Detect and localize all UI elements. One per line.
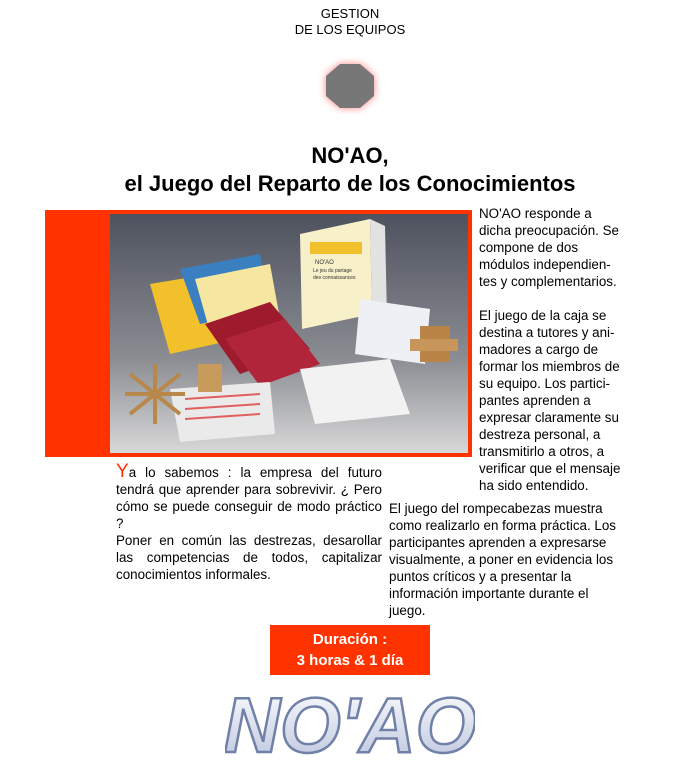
text-line: puntos críticos y a presentar la xyxy=(389,569,572,584)
text-line: ha sido entendido. xyxy=(479,478,589,493)
product-photo xyxy=(110,214,468,453)
text-line: expresar claramente su xyxy=(479,410,619,425)
octagon-icon xyxy=(318,58,382,114)
right-paragraph-2 xyxy=(479,307,659,494)
duration-box xyxy=(270,625,430,675)
right-column xyxy=(479,205,659,494)
section-header-line1: GESTION xyxy=(320,6,380,21)
noao-logo xyxy=(225,680,475,762)
center-paragraph xyxy=(389,500,645,619)
text-line: compone de dos xyxy=(479,240,579,255)
text-line: como realizarlo en forma práctica. Los xyxy=(389,518,616,533)
logo-text: NO'AO xyxy=(225,681,475,762)
text-line: tes y complementarios. xyxy=(479,274,617,289)
text-line: NO'AO responde a xyxy=(479,206,592,221)
section-header-line2: DE LOS EQUIPOS xyxy=(294,22,406,37)
box-label-3: des connaissances xyxy=(313,275,356,281)
text-line: dicha preocupación. Se xyxy=(479,223,619,238)
text-line: módulos independien- xyxy=(479,257,611,272)
text-line: su equipo. Los partici- xyxy=(479,376,611,391)
left-paragraph-2: Poner en común las destrezas, desarollar las competencias de todos, capitalizar conocimientos informales. xyxy=(116,533,382,582)
left-column xyxy=(116,463,382,583)
page-title-line1: NO'AO, xyxy=(311,143,389,168)
text-line: El juego de la caja se xyxy=(479,308,607,323)
text-line: participantes aprenden a expresarse xyxy=(389,535,607,550)
text-line: transmitirlo a otros, a xyxy=(479,444,605,459)
duration-label: Duración : xyxy=(312,631,388,648)
text-line: El juego del rompecabezas muestra xyxy=(389,501,603,516)
text-line: juego. xyxy=(389,603,426,618)
text-line: verificar que el mensaje xyxy=(479,461,621,476)
text-line: formar los miembros de xyxy=(479,359,620,374)
duration-value: 3 horas & 1 día xyxy=(296,652,404,669)
page-title xyxy=(40,142,660,198)
text-line: visualmente, a poner en evidencia los xyxy=(389,552,614,567)
text-line: destreza personal, a xyxy=(479,427,601,442)
left-paragraph-1-text: a lo sabemos : la empresa del futuro tendrá que aprender para sobrevivir. ¿ Pero cómo se puede conseguir de modo práctico ? xyxy=(116,465,382,531)
box-label-1: NO'AO xyxy=(315,260,334,266)
page-title-line2: el Juego del Reparto de los Conocimientos xyxy=(124,171,576,196)
left-paragraph-1 xyxy=(116,463,382,532)
text-line: destina a tutores y ani- xyxy=(479,325,615,340)
text-line: información importante durante el xyxy=(389,586,589,601)
section-header xyxy=(250,6,450,38)
text-line: madores a cargo de xyxy=(479,342,599,357)
box-label-2: Le jeu du partage xyxy=(313,268,352,274)
drop-cap: Y xyxy=(116,461,129,482)
right-paragraph-1 xyxy=(479,205,659,290)
text-line: pantes aprenden a xyxy=(479,393,591,408)
